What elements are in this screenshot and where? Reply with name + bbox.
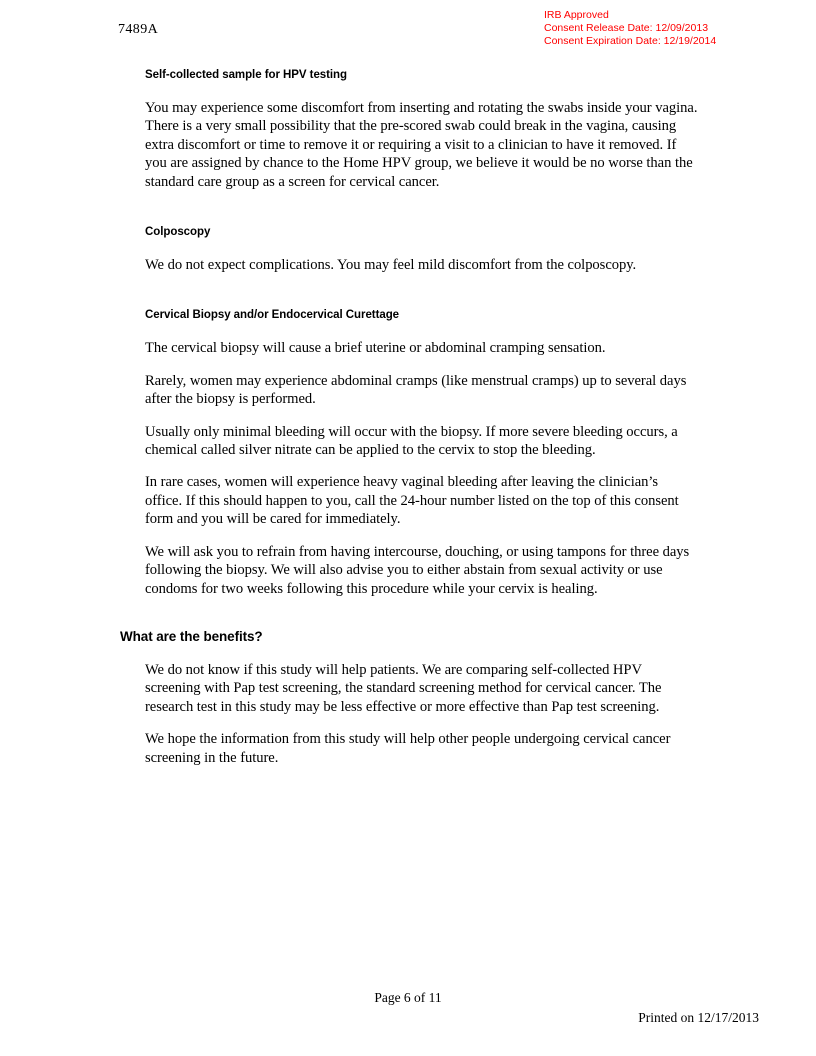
spacer [145,358,698,372]
paragraph-biopsy-bleeding: Usually only minimal bleeding will occur with the biopsy. If more severe bleeding occurs, a chemical called silver nitrate can be applied to the cervix to stop the bleeding. [145,423,678,459]
document-body [120,68,698,767]
consent-release-date: Consent Release Date: 12/09/2013 [544,22,709,34]
spacer [145,409,698,423]
spacer [145,274,698,308]
heading-cervical-biopsy: Cervical Biopsy and/or Endocervical Curettage [145,309,400,322]
document-id: 7489A [118,22,159,37]
spacer [145,240,698,256]
spacer [145,529,698,543]
paragraph-benefits-future: We hope the information from this study will help other people undergoing cervical cancer screening in the future. [145,731,671,766]
spacer [145,191,698,225]
paragraph-biopsy-cramping: The cervical biopsy will cause a brief uterine or abdominal cramping sensation. [145,340,606,357]
paragraph-biopsy-heavy-bleeding: In rare cases, women will experience heavy vaginal bleeding after leaving the clinician’s office. If this should happen to you, call the 24-hour number listed on the top of this consent form and you will be cared for immediately. [145,474,679,528]
irb-approval-stamp [544,9,716,48]
heading-self-collected-sample: Self-collected sample for HPV testing [145,69,348,81]
paragraph-colposcopy: We do not expect complications. You may feel mild discomfort from the colposcopy. [145,257,637,274]
heading-what-are-the-benefits: What are the benefits? [120,628,263,644]
footer-printed-on: Printed on 12/17/2013 [638,1010,759,1025]
paragraph-self-collected-sample: You may experience some discomfort from inserting and rotating the swabs inside your vagina. There is a very small possibility that the pre-scored swab could break in the vagina, causing extra discomfort or time to remove it or requiring a visit to a clinician to have it removed. If you are assigned by chance to the Home HPV group, we believe it would be no worse than the standard care group as a screen for cervical cancer. [145,100,698,190]
paragraph-biopsy-aftercare: We will ask you to refrain from having intercourse, douching, or using tampons for three days following the biopsy. We will also advise you to either abstain from sexual activity or use condoms for two weeks following this procedure while your cervix is healing. [145,543,690,597]
paragraph-biopsy-rare-cramps: Rarely, women may experience abdominal cramps (like menstrual cramps) up to several days after the biopsy is performed. [145,372,687,408]
spacer [145,716,698,730]
footer-page-number: Page 6 of 11 [374,990,442,1005]
spacer [145,323,698,339]
consent-expiration-date: Consent Expiration Date: 12/19/2014 [544,35,717,47]
spacer [145,83,698,99]
spacer [145,645,698,661]
spacer [145,598,698,628]
spacer [145,459,698,473]
paragraph-benefits-comparison: We do not know if this study will help patients. We are comparing self-collected HPV screening with Pap test screening, the standard screening method for cervical cancer. The research test in this study may be less effective or more effective than Pap test screening. [145,661,662,715]
heading-colposcopy: Colposcopy [145,226,211,239]
irb-approved-label: IRB Approved [544,9,609,21]
